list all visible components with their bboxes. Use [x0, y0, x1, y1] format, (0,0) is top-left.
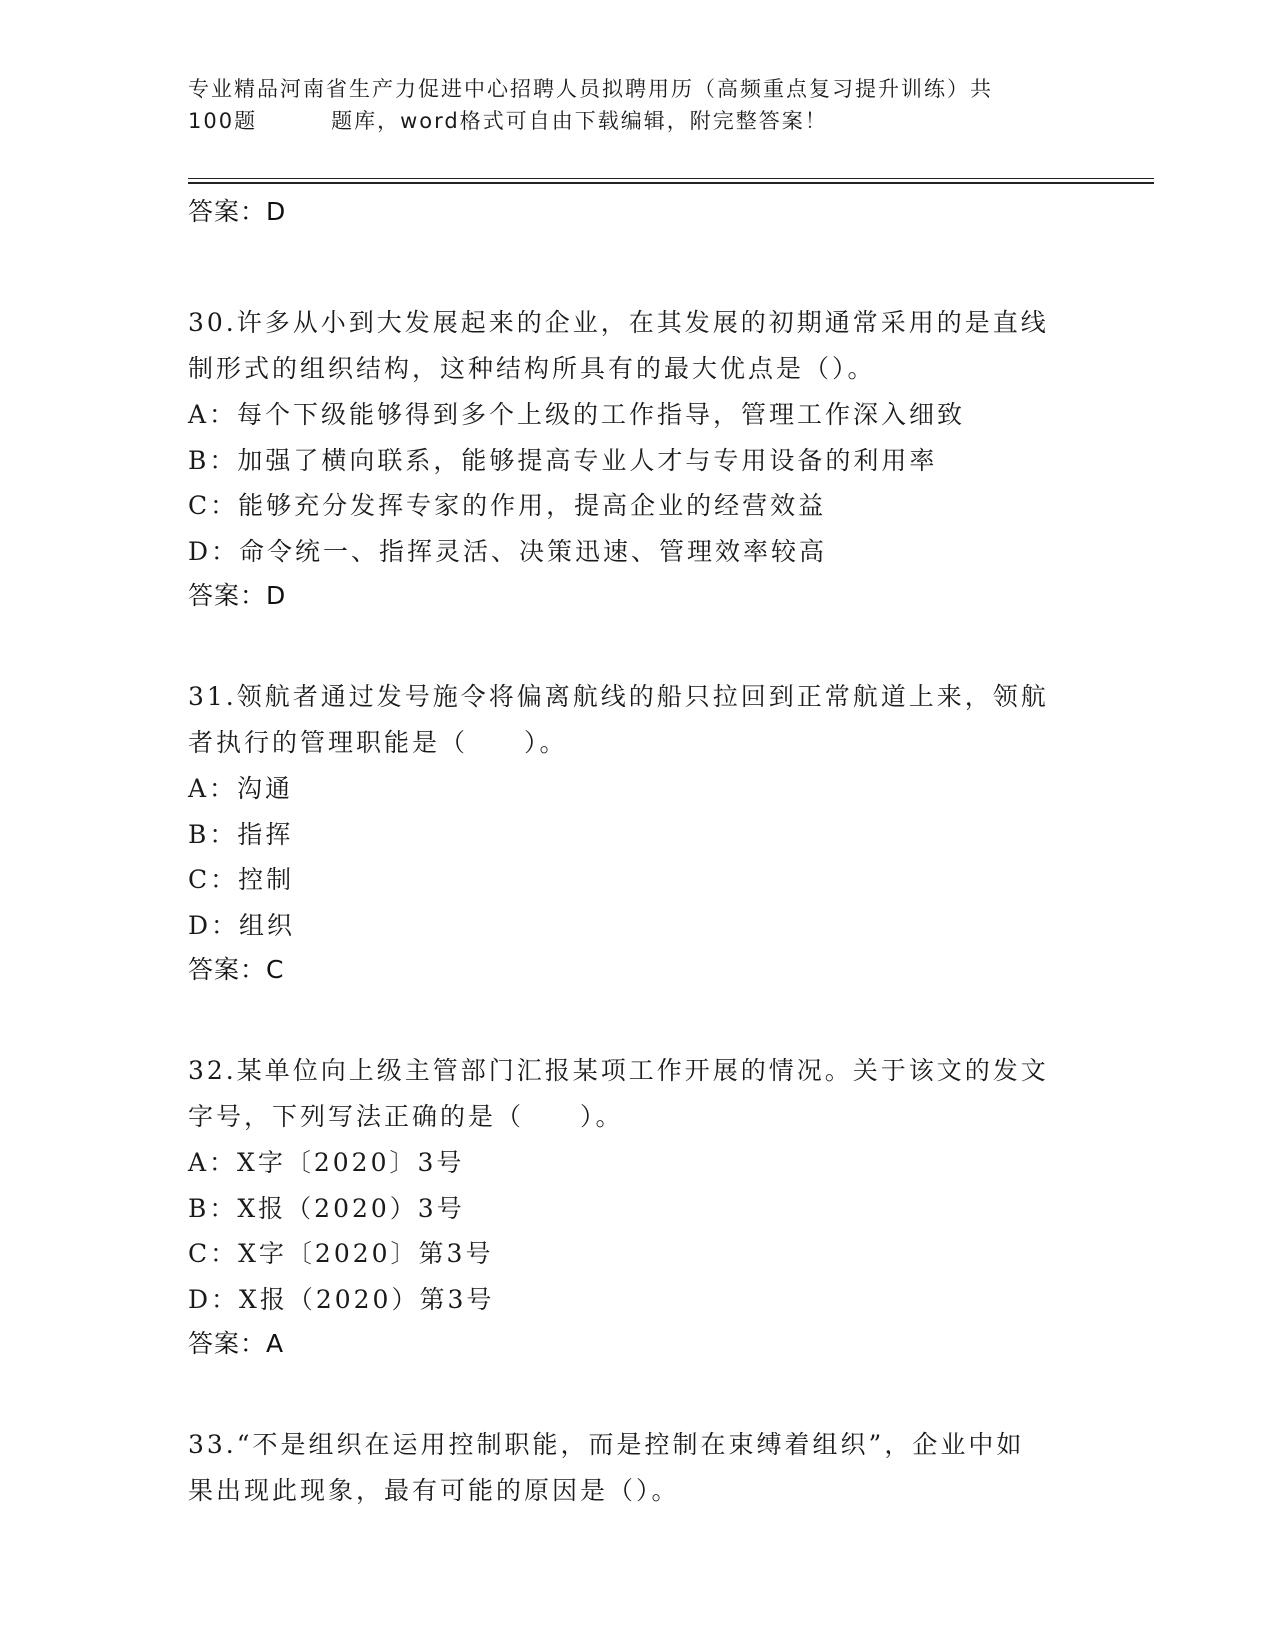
question-33 [188, 1422, 1088, 1514]
header-divider-thin [188, 178, 1154, 179]
header-divider-thick [188, 182, 1154, 184]
question-30-option-d: D：命令统一、指挥灵活、决策迅速、管理效率较高 [188, 536, 828, 566]
header-line-2 [188, 105, 1088, 137]
question-30-stem-line-1: 30.许多从小到大发展起来的企业，在其发展的初期通常采用的是直线 [188, 308, 1049, 337]
question-31-option-c: C：控制 [188, 865, 295, 894]
header-line-1: 专业精品河南省生产力促进中心招聘人员拟聘用历（高频重点复习提升训练）共 [188, 77, 993, 101]
question-32-option-c: C：X字〔2020〕第3号 [188, 1239, 494, 1268]
question-31 [188, 674, 1088, 992]
question-31-option-b: B：指挥 [188, 819, 294, 849]
question-32-option-b: B：X报（2020）3号 [188, 1193, 465, 1223]
page-header [188, 73, 1088, 137]
question-30-stem-line-2: 制形式的组织结构，这种结构所具有的最大优点是（）。 [188, 354, 876, 383]
question-30-stem [188, 300, 1088, 392]
question-30-option-b: B：加强了横向联系，能够提高专业人才与专用设备的利用率 [188, 445, 938, 475]
previous-answer: 答案：D [188, 197, 287, 226]
question-33-stem [188, 1422, 1088, 1514]
question-32-stem-line-2: 字号，下列写法正确的是（ ）。 [188, 1102, 624, 1131]
question-32-answer: 答案：A [188, 1329, 285, 1358]
question-30-option-c: C：能够充分发挥专家的作用，提高企业的经营效益 [188, 491, 827, 520]
question-31-option-a: A：沟通 [188, 774, 294, 803]
question-30-option-a: A：每个下级能够得到多个上级的工作指导，管理工作深入细致 [188, 400, 966, 429]
question-31-stem-line-1: 31.领航者通过发号施令将偏离航线的船只拉回到正常航道上来，领航 [188, 682, 1049, 711]
question-32-option-a: A：X字〔2020〕3号 [188, 1148, 465, 1177]
question-32-stem [188, 1048, 1088, 1140]
header-question-count: 100题 [188, 109, 258, 133]
question-30 [188, 300, 1088, 618]
header-description: 题库，word格式可自由下载编辑，附完整答案！ [331, 109, 828, 133]
question-list [188, 190, 1088, 1514]
question-33-stem-line-2: 果出现此现象，最有可能的原因是（）。 [188, 1476, 680, 1505]
question-31-answer: 答案：C [188, 955, 285, 984]
question-31-stem [188, 674, 1088, 766]
question-32 [188, 1048, 1088, 1366]
question-33-stem-line-1: 33.“不是组织在运用控制职能，而是控制在束缚着组织”，企业中如 [188, 1430, 1025, 1459]
question-30-answer: 答案：D [188, 581, 287, 610]
question-31-option-d: D：组织 [188, 910, 296, 940]
question-32-stem-line-1: 32.某单位向上级主管部门汇报某项工作开展的情况。关于该文的发文 [188, 1056, 1049, 1085]
question-31-stem-line-2: 者执行的管理职能是（ ）。 [188, 728, 568, 757]
question-32-option-d: D：X报（2020）第3号 [188, 1284, 495, 1314]
